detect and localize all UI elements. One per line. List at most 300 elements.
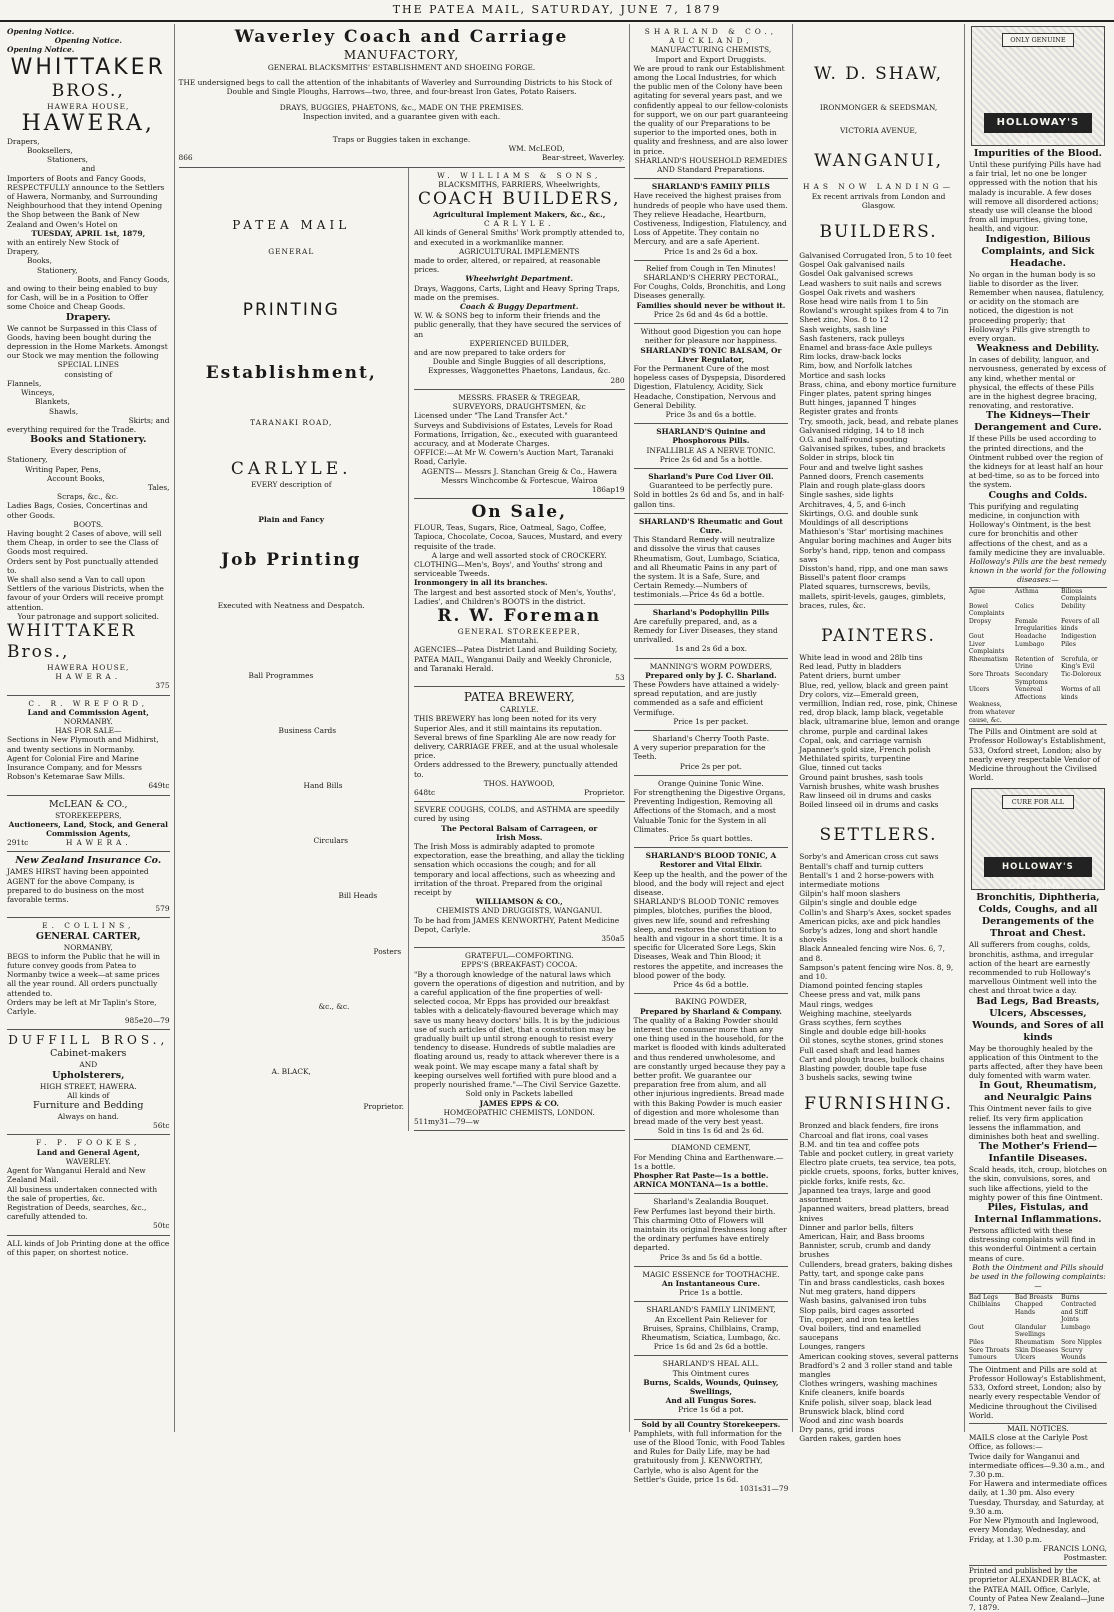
williams-agr-head: AGRICULTURAL IMPLEMENTS bbox=[459, 246, 580, 256]
builders-item: Disston's hand, ripp, and one man saws bbox=[799, 563, 948, 573]
builders-item: Galvanised spikes, tubes, and brackets bbox=[799, 444, 946, 454]
books-line-7: Ladies Bags, Cosies, Concertinas and other Goods. bbox=[7, 501, 148, 520]
sharland-text: We are proud to rank our Establishment among the Local Industries, for which the public men of the Colony have been agitating for several years past, and we confidently appeal to our fellow-colonists for support, we on our part guaranteeing the quality of our Preparations to be superior to the imported ones, both in quality and freshness, and are also lower in price. bbox=[633, 63, 789, 156]
painters-item: Boiled linseed oil in drums and casks bbox=[799, 800, 939, 810]
pills-disease-cell: Dropsy bbox=[968, 617, 992, 625]
cherry-head: SHARLAND'S CHERRY PECTORAL, bbox=[643, 273, 779, 283]
waverley-inspect: Inspection invited, and a guarantee given with each. bbox=[302, 111, 501, 121]
pm-black: A. BLACK, bbox=[271, 1067, 311, 1077]
heal-head: SHARLAND'S HEAL ALL. bbox=[662, 1359, 760, 1369]
worm-head: MANNING'S WORM POWDERS, bbox=[649, 661, 773, 671]
painters-item: Dry colors, viz—Emerald green, vermillion, Indian red, rose, pink, Chinese red, drop black, lamp black, vegetable black, ultramarine blue, lemon and orange chrome, purple and cardinal lakes bbox=[799, 689, 960, 736]
builders-list bbox=[797, 251, 960, 610]
builders-item: Rose head wire nails from 1 to 5in bbox=[799, 297, 929, 307]
rheum-head: SHARLAND'S Rheumatic and Gout Cure. bbox=[638, 516, 783, 535]
cod-text: Guaranteed to be perfectly pure. bbox=[649, 481, 773, 491]
pm-item-6: Posters bbox=[373, 946, 402, 956]
ointment-disease-cell: Bad Breasts bbox=[1014, 1293, 1053, 1301]
builders-item: Single sashes, side lights bbox=[799, 490, 894, 500]
furnishing-item: Brunswick black, blind cord bbox=[799, 1406, 905, 1416]
kid-text: If these Pills be used according to the printed directions, and the Ointment rubbed over the region of the kidneys for at least half an hour at bed-time, so as to be forced into the system. bbox=[968, 434, 1103, 490]
settlers-item: Bentall's chaff and turnip cutters bbox=[799, 861, 924, 871]
lin-sub: An Excellent Pain Reliever for bbox=[654, 1314, 768, 1324]
furnishing-item: Table and pocket cutlery, in great variety bbox=[799, 1149, 954, 1159]
whittaker-ad bbox=[7, 24, 170, 696]
williams-coach: COACH BUILDERS, bbox=[417, 189, 621, 210]
builders-item: Rim locks, draw-back locks bbox=[799, 352, 902, 362]
coughs-had: To be had from JAMES KENWORTHY, Patent Medicine Depot, Carlyle. bbox=[413, 915, 620, 934]
worm-text: These Powders have attained a widely-spread reputation, and are justly commended as a safe and efficient Vermifuge. bbox=[633, 680, 780, 717]
legs-text: May be thoroughly healed by the application of this Ointment to the parts affected, after they have been duly fomented with warm water. bbox=[968, 1043, 1103, 1081]
fookes-text: Agent for Wanganui Herald and New Zealand Mail. bbox=[7, 1166, 146, 1185]
settlers-item: Cheese press and vat, milk pans bbox=[799, 990, 921, 1000]
furnishing-item: Garden rakes, garden hoes bbox=[799, 1434, 901, 1444]
ribbon-1: ONLY GENUINE bbox=[1002, 33, 1074, 47]
mail-2: For Hawera and intermediate offices daily, at 1.30 pm. Also every Tuesday, Thursday, and Saturday, at 9.30 a.m. bbox=[968, 1479, 1107, 1516]
pm-job: Job Printing bbox=[221, 550, 362, 571]
diam-head: DIAMOND CEMENT, bbox=[671, 1143, 751, 1153]
sale-head: On Sale, bbox=[471, 502, 568, 523]
epps-firm: JAMES EPPS & CO. bbox=[479, 1098, 559, 1108]
settlers-item: Grass scythes, fern scythes bbox=[799, 1018, 902, 1028]
furnishing-item: American cooking stoves, several patterns bbox=[799, 1351, 959, 1361]
gout-text: This Ointment never fails to give relief. Its very firm application lessens the inflammation, and diminishes both heat and swelling. bbox=[968, 1104, 1100, 1142]
imp-text: Until these purifying Pills have had a fair trial, let no one be longer oppressed with the notion that his malady is incurable. A few doses will remove all disordered actions; steady use will cleanse the blood from all impurities, giving tone, health, and vigour. bbox=[968, 160, 1102, 234]
podo-text: Are carefully prepared, and, as a Remedy for Liver Diseases, they stand unrivalled. bbox=[633, 616, 778, 645]
settlers-item: Oil stones, scythe stones, grind stones bbox=[799, 1036, 944, 1046]
painters-item: Patent driers, burnt umber bbox=[799, 671, 901, 681]
bouquet-ad bbox=[634, 1194, 789, 1266]
waverley-title: Waverley Coach and Carriage bbox=[234, 27, 569, 47]
pills-disease-cell: Worms of all kinds bbox=[1060, 686, 1101, 701]
williams-sub: BLACKSMITHS, FARRIERS, Wheelwrights, bbox=[438, 179, 601, 189]
coughs-body: The Irish Moss is admirably adapted to promote expectoration, ease the breathing, and allay the tickling sensation which occasions the cough; and for all temporary and local affections, such as wheezing and irritation of the throat. Prepared from the original receipt by bbox=[413, 842, 625, 898]
wreford-ad bbox=[7, 696, 170, 796]
pills-intro: Holloway's Pills are the best remedy known in the world for the following diseases:— bbox=[969, 556, 1107, 585]
duffill-ad bbox=[7, 1030, 170, 1135]
waverley-footer bbox=[179, 153, 625, 162]
painters-item: Japanner's gold size, French polish bbox=[799, 744, 931, 754]
ointment-disease-cell: Lumbago bbox=[1060, 1323, 1091, 1331]
builders-item: Galvanised ridging, 14 to 18 inch bbox=[799, 425, 925, 435]
cherry-price: Price 2s 6d and 4s 6d a bottle. bbox=[653, 309, 768, 319]
tooth-ad bbox=[634, 731, 789, 776]
orders-text: Orders sent by Post punctually attended to. bbox=[7, 556, 159, 575]
williams-ad bbox=[414, 168, 625, 390]
piles-text: Persons afflicted with these distressing complaints will find in this wonderful Ointment a certain means of cure. bbox=[968, 1226, 1097, 1263]
tooth-price: Price 2s per pot. bbox=[679, 761, 742, 771]
williams-name: W. WILLIAMS & SONS, bbox=[437, 170, 602, 180]
pm-title: PATEA MAIL bbox=[232, 217, 351, 232]
cod-ad bbox=[634, 469, 789, 514]
builders-item: Try, smooth, jack, bead, and rebate planes bbox=[799, 416, 959, 426]
pills-disease-cell: Ulcers bbox=[968, 686, 990, 694]
furnishing-item: Japanned waiters, bread platters, bread knives bbox=[799, 1204, 949, 1223]
shaw-addr: VICTORIA AVENUE, bbox=[839, 126, 918, 136]
worm-ad bbox=[634, 659, 789, 731]
furnishing-item: Lounges, rangers bbox=[799, 1342, 865, 1352]
pm-item-4: Circulars bbox=[313, 836, 349, 846]
fookes-name: F. P. FOOKES, bbox=[36, 1138, 141, 1148]
pm-item-3: Hand Bills bbox=[303, 781, 343, 791]
settlers-item: Collin's and Sharp's Axes, socket spades bbox=[799, 907, 952, 917]
sale-iron: Ironmongery in all its branches. bbox=[413, 578, 548, 588]
settlers-head: SETTLERS. bbox=[819, 825, 938, 846]
imprint: Printed and published by the proprietor ALEXANDER BLACK, at the PATEA MAIL Office, Carlyle, County of Patea New Zealand—June 7, 1879. bbox=[969, 1565, 1107, 1612]
mail-text: MAILS close at the Carlyle Post Office, as follows:— bbox=[968, 1433, 1088, 1452]
quinine-ad bbox=[634, 424, 789, 469]
bp-price: Sold in tins 1s 6d and 2s 6d. bbox=[657, 1126, 764, 1136]
ointment-disease-cell: Ulcers bbox=[1014, 1354, 1036, 1362]
mail-3: For New Plymouth and Inglewood, every Monday, Wednesday, and Friday, at 1.30 p.m. bbox=[968, 1516, 1099, 1544]
builders-item: Plain and rough plate-glass doors bbox=[799, 481, 926, 491]
blood-text: Keep up the health, and the power of the blood, and the body will reject and eject disease. bbox=[633, 869, 788, 898]
bouq-head: Sharland's Zealandia Bouquet. bbox=[653, 1197, 769, 1207]
sharland-ad bbox=[634, 24, 789, 179]
coughs-moss: Irish Moss. bbox=[496, 832, 543, 842]
columns bbox=[0, 22, 1114, 1612]
books-line-6: Scraps, &c., &c. bbox=[57, 492, 119, 502]
painters-list bbox=[797, 653, 960, 809]
holloway-ointment-illustration bbox=[971, 788, 1105, 893]
fam-head: SHARLAND'S FAMILY PILLS bbox=[651, 182, 770, 192]
column-4 bbox=[630, 24, 794, 1494]
mclean-sub: Auctioneers, Land, Stock, and General Commission Agents, bbox=[8, 819, 168, 839]
special-lines: SPECIAL LINES bbox=[57, 360, 119, 370]
liniment-ad bbox=[634, 1302, 789, 1356]
trade-1: Drapers, bbox=[7, 136, 40, 146]
builders-item: Gospel Oak rivets and washers bbox=[799, 287, 916, 297]
settlers-item: Blasting powder, double tape fuse bbox=[799, 1064, 927, 1074]
waverley-stock: Double and Single Ploughs, Harrows—two, three, and four-breast Iron Gates, Potato Raisers. bbox=[226, 87, 577, 97]
furnishing-item: Nut meg graters, hand dippers bbox=[799, 1287, 916, 1297]
wreford-num: 649tc bbox=[148, 781, 170, 791]
bouq-price: Price 3s and 5s 6d a bottle. bbox=[659, 1252, 763, 1262]
settlers-list bbox=[797, 852, 960, 1082]
builders-item: Gospel Oak galvanised nails bbox=[799, 260, 905, 270]
podo-price: 1s and 2s 6d a box. bbox=[674, 644, 747, 654]
settlers-item: Diamond pointed fencing staples bbox=[799, 981, 923, 991]
furnishing-item: Knife polish, silver soap, black lead bbox=[799, 1397, 932, 1407]
kid-head: The Kidneys—Their Derangement and Cure. bbox=[974, 410, 1102, 434]
wreford-name: C. R. WREFORD, bbox=[28, 698, 149, 708]
painters-head: PAINTERS. bbox=[821, 625, 936, 646]
epps-sold: Sold only in Packets labelled bbox=[465, 1089, 573, 1099]
painters-item: White lead in wood and 28lb tins bbox=[799, 652, 923, 662]
builders-item: Sheet zinc, Nos. 8 to 12 bbox=[799, 315, 889, 325]
brewery-orders: Orders addressed to the Brewery, punctually attended to. bbox=[413, 760, 618, 779]
builders-item: Butt hinges, japanned T hinges bbox=[799, 398, 917, 408]
lin-price: Price 1s 6d and 2s 6d a bottle. bbox=[653, 1342, 768, 1352]
builders-item: Bissell's patent floor cramps bbox=[799, 573, 906, 583]
settlers-item: Single and double edge bill-hooks bbox=[799, 1027, 927, 1037]
pm-prop: Proprietor. bbox=[363, 1102, 404, 1112]
collins-ad bbox=[7, 918, 170, 1030]
builders-head: BUILDERS. bbox=[819, 222, 938, 243]
fam-text: Have received the highest praises from hundreds of people who have used them. They relieve Headache, Heartburn, Costiveness, Indigestion, Flatulency, and Loss of Appetite. They contain no Mercury, and are a safe Aperient. bbox=[633, 191, 788, 247]
family-pills-ad bbox=[634, 179, 789, 261]
epps-ad bbox=[414, 948, 625, 1131]
pills-disease-cell: Gout bbox=[968, 633, 984, 641]
stock-line-5: Boots, and Fancy Goods, bbox=[77, 274, 170, 284]
pills-disease-cell: Fevers of all kinds bbox=[1060, 617, 1100, 633]
painters-item: Methilated spirits, turpentine bbox=[799, 754, 911, 764]
holloway-pills-banner: HOLLOWAY'S PILLS bbox=[984, 113, 1092, 133]
moth-head: The Mother's Friend—Infantile Diseases. bbox=[978, 1141, 1098, 1165]
bp-head: BAKING POWDER, bbox=[675, 997, 747, 1007]
rheum-text: This Standard Remedy will neutralize and dissolve the virus that causes Rheumatism, Gout, Lumbago, Sciatica, and all Rheumatic Pains in any part of the system. It is a Safe, Sure, and Certain Remedy.—Numbers of testimonials.—Price 4s 6d a bottle. bbox=[633, 535, 780, 600]
duffill-sub: Upholsterers, bbox=[52, 1069, 125, 1081]
pills-disease-cell: Colics bbox=[1014, 602, 1034, 610]
builders-item: Four and and twelve light sashes bbox=[799, 462, 923, 472]
pills-disease-cell: Asthma bbox=[1014, 587, 1039, 595]
furnishing-item: Oval boilers, tind and enamelled saucepans bbox=[799, 1323, 922, 1343]
tonic-head: SHARLAND'S TONIC BALSAM, Or Liver Regulator, bbox=[640, 345, 782, 364]
coughs-ad bbox=[414, 802, 625, 948]
trade-5: Importers of Boots and Fancy Goods, bbox=[7, 173, 147, 183]
books-line-5: Tales, bbox=[147, 482, 170, 492]
mclean-footer bbox=[7, 838, 170, 847]
settlers-item: 3 bushels sacks, sewing twine bbox=[799, 1073, 913, 1083]
pills-disease-cell: Sore Throats bbox=[968, 671, 1010, 679]
ointment-disease-cell: Gout bbox=[968, 1323, 984, 1331]
ointment-disease-cell: Scurvy bbox=[1060, 1346, 1083, 1354]
builders-item: Galvanised Corrugated Iron, 5 to 10 feet bbox=[799, 251, 952, 261]
nzic-num: 579 bbox=[155, 904, 170, 914]
drapery-item-2: Winceys, bbox=[21, 388, 55, 398]
builders-item: Sorby's hand, ripp, tenon and compass saws bbox=[799, 545, 946, 564]
shaw-title: IRONMONGER & SEEDSMAN, bbox=[819, 103, 938, 112]
masthead: THE PATEA MAIL, SATURDAY, JUNE 7, 1879 bbox=[0, 0, 1114, 22]
wreford-sale: HAS FOR SALE— bbox=[55, 726, 122, 736]
pills-disease-cell: Piles bbox=[1060, 640, 1076, 648]
ointment-disease-cell: Rheumatism bbox=[1014, 1339, 1055, 1347]
arnica-text: ARNICA MONTANA—1s a bottle. bbox=[633, 1180, 769, 1190]
brewery-footer bbox=[414, 788, 625, 797]
stock-line-4: Stationery, bbox=[37, 265, 78, 275]
furnishing-item: Tin and brass candlesticks, cash boxes bbox=[799, 1277, 945, 1287]
duffill-title: Cabinet-makers bbox=[50, 1048, 127, 1060]
pills-disease-cell: Retention of Urine bbox=[1014, 655, 1054, 671]
pm-printing: PRINTING bbox=[242, 299, 340, 320]
pm-establishment: Establishment, bbox=[205, 362, 377, 383]
settlers-item: Full cased shaft and lead hames bbox=[799, 1045, 920, 1055]
stock-line-1: with an entirely New Stock of bbox=[7, 238, 119, 248]
furnishing-item: Wood and zinc wash boards bbox=[799, 1415, 904, 1425]
collins-text: BEGS to inform the Public that he will in future convey goods from Patea to Normanby twice a week—at same prices all the year round. All orders punctually attended to. bbox=[7, 951, 161, 998]
pm-item-5: Bill Heads bbox=[338, 891, 378, 901]
ointment-disease-cell: Bad Legs bbox=[968, 1293, 998, 1301]
magic-ad bbox=[634, 1267, 789, 1303]
pamph-num: 1031s31—79 bbox=[739, 1484, 789, 1494]
epps-num: 511my31—79—w bbox=[413, 1116, 480, 1126]
pills-disease-cell: Rheumatism bbox=[968, 655, 1009, 663]
coughs-text: SEVERE COUGHS, COLDS, and ASTHMA are speedily cured by using bbox=[413, 805, 620, 824]
pamphlets: Pamphlets, with full information for the use of the Blood Tonic, with Food Tables and Rules for Daily Life, may be had gratuitously from J. KENWORTHY, Carlyle, who is also Agent for the Settler's Guide, price 1s 6d. bbox=[633, 1428, 785, 1484]
oint-sold: The Ointment and Pills are sold at Professor Holloway's Establishment, 533, Oxford street, London; also by nearly every respectable Vendor of Medicine throughout the Civilised World. bbox=[968, 1364, 1106, 1420]
williams-town: CARLYLE. bbox=[483, 219, 555, 229]
whittaker-num: 375 bbox=[155, 681, 170, 691]
builders-item: Sash weights, sash line bbox=[799, 324, 887, 334]
pills-disease-cell: Bowel Complaints bbox=[968, 602, 1005, 618]
duffill-all: All kinds of bbox=[67, 1090, 110, 1100]
fookes-town: WAVERLEY. bbox=[65, 1156, 111, 1166]
furnishing-item: Japanned tea trays, large and good assortment bbox=[799, 1185, 931, 1205]
fraser-lic: Licensed under "The Land Transfer Act." bbox=[413, 411, 568, 421]
waverley-sig: WM. McLEOD, bbox=[508, 144, 565, 154]
quinine-price: Price 2s 6d and 5s a bottle. bbox=[659, 454, 763, 464]
gout-head: In Gout, Rheumatism, and Neuralgic Pains bbox=[979, 1080, 1097, 1104]
patea-mail-ad bbox=[179, 168, 625, 1131]
pills-sold: The Pills and Ointment are sold at Professor Holloway's Establishment, 533, Oxford street, London; also by nearly every respectable Vendor of Medicine throughout the Civilised World. bbox=[968, 727, 1106, 783]
bp-sub: Prepared by Sharland & Company. bbox=[640, 1006, 782, 1016]
boots-heading: BOOTS. bbox=[73, 519, 104, 529]
pills-disease-cell: Indigestion bbox=[1060, 633, 1097, 641]
weak-head: Weakness and Debility. bbox=[976, 343, 1100, 355]
waverley-text: THE undersigned begs to call the attention of the inhabitants of Waverley and Surrounding Districts to his Stock of bbox=[178, 78, 612, 88]
pills-disease-cell: Venereal Affections bbox=[1014, 686, 1047, 701]
coach-orders: and are now prepared to take orders for bbox=[413, 348, 566, 358]
brewery-head: PATEA BREWERY, bbox=[463, 690, 575, 705]
sale-boots: The largest and best assorted stock of Men's, Youths', Ladies', and Children's BOOTS in the district. bbox=[413, 587, 617, 606]
foreman-title: GENERAL STOREKEEPER, bbox=[457, 626, 581, 636]
whittaker-bros: BROS., bbox=[51, 80, 125, 101]
williams-agr: Agricultural Implement Makers, &c., &c., bbox=[433, 210, 606, 220]
fookes-text-3: Registration of Deeds, searches, &c., carefully attended to. bbox=[7, 1202, 147, 1222]
van-text: We shall also send a Van to call upon Settlers of the various Districts, when the favour of your Orders will receive prompt attention. bbox=[7, 574, 164, 612]
pm-item-2: Business Cards bbox=[278, 725, 337, 735]
mclean-town: HAWERA. bbox=[66, 838, 132, 848]
collins-name: E. COLLINS, bbox=[42, 921, 135, 931]
baking-ad bbox=[634, 994, 789, 1140]
shaw-town: WANGANUI, bbox=[814, 151, 944, 172]
diam-text: For Mending China and Earthenware.—1s a bottle. bbox=[633, 1152, 784, 1171]
furnishing-item: Slop pails, bird cages assorted bbox=[799, 1305, 915, 1315]
furnishing-item: Wash basins, galvanised iron tubs bbox=[799, 1296, 927, 1306]
pm-town: CARLYLE. bbox=[230, 459, 352, 480]
coach-head: Coach & Buggy Department. bbox=[460, 302, 579, 312]
pills-disease-cell: Weakness, from whatever cause, &c. bbox=[968, 701, 1015, 724]
waverley-sub: GENERAL BLACKSMITHS' ESTABLISHMENT AND SHOEING FORGE. bbox=[267, 63, 536, 72]
oint-intro: Both the Ointment and Pills should be used in the following complaints:— bbox=[970, 1262, 1106, 1291]
pills-disease-cell: Tic-Doloreux bbox=[1060, 671, 1102, 679]
ointment-disease-cell: Burns bbox=[1060, 1293, 1080, 1301]
bron-head: Bronchitis, Diphtheria, Colds, Coughs, and all Derangements of the Throat and Chest. bbox=[976, 892, 1100, 940]
holloway-ointment-banner: HOLLOWAY'S OINTMENT bbox=[984, 857, 1092, 877]
patea-mail-left bbox=[179, 168, 409, 1131]
podo-ad bbox=[634, 605, 789, 659]
williams-agr-text: made to order, altered, or repaired, at reasonable prices. bbox=[413, 256, 601, 275]
drapery-item-5: Skirts; and bbox=[128, 415, 170, 425]
heal-sub: This Ointment cures bbox=[672, 1368, 750, 1378]
magic-head: MAGIC ESSENCE for TOOTHACHE. bbox=[642, 1269, 780, 1279]
cod-head: Sharland's Pure Cod Liver Oil. bbox=[648, 471, 774, 481]
patronage-text: Your patronage and support solicited. bbox=[17, 611, 160, 621]
trade-3: Stationers, bbox=[47, 155, 89, 165]
bp-text: The quality of a Baking Powder should interest the consumer more than any one thing used in the household, for the market is flooded with kinds adulterated and thus rendered unwholesome, and are constantly urged because they pay a better profit. We guarantee our preparation free from alum, and all other injurious ingredients. Bread made with this Baking Powder is much easier of digestion and more wholesome than bread made of the very best yeast. bbox=[633, 1015, 787, 1126]
pm-general: GENERAL bbox=[268, 246, 315, 256]
wreford-title: Land and Commission Agent, bbox=[27, 707, 149, 717]
coach-builder: EXPERIENCED BUILDER, bbox=[469, 338, 569, 348]
ind-text: No organ in the human body is so liable to disorder as the liver. Remember when nausea, flatulency, or acidity on the stomach are noticed, the digestion is not proceeding properly; that Holloway's Pills give strength to every organ. bbox=[968, 269, 1105, 344]
settlers-item: Bentall's 1 and 2 horse-powers with intermediate motions bbox=[799, 870, 934, 889]
builders-item: Skirtings, O.G. and double sunk bbox=[799, 508, 919, 518]
builders-item: Mouldings of all descriptions bbox=[799, 517, 909, 527]
painters-item: Varnish brushes, white wash brushes bbox=[799, 781, 939, 791]
pm-road: TARANAKI ROAD, bbox=[250, 417, 333, 427]
pills-disease-cell: Debility bbox=[1060, 602, 1086, 610]
ointment-disease-cell: Contracted and Stiff Joints bbox=[1060, 1301, 1097, 1324]
coughs-num: 350a5 bbox=[601, 934, 625, 944]
tonic-text: For the Permanent Cure of the most hopeless cases of Dyspepsia, Disordered Digestion, Flatulency, Acidity, Sick Headache, Constipation, Nervous and General Debility. bbox=[633, 363, 786, 410]
waverley-manu: MANUFACTORY, bbox=[343, 48, 460, 62]
weak-text: In cases of debility, languor, and nervousness, generated by excess of any kind, whether mental or physical, the effects of these Pills are in the highest degree bracing, renovating, and restorative. bbox=[968, 355, 1107, 411]
pm-every: EVERY description of bbox=[251, 480, 332, 490]
ointment-disease-cell: Sore Nipples bbox=[1060, 1339, 1102, 1347]
drapery-item-6: everything required for the Trade. bbox=[7, 424, 137, 434]
builders-item: Gosdel Oak galvanised screws bbox=[799, 269, 913, 279]
quinine-wine-ad bbox=[634, 776, 789, 848]
coughs-firm-sub: CHEMISTS AND DRUGGISTS, WANGANUI. bbox=[436, 906, 603, 916]
books-line-1: Every description of bbox=[50, 446, 127, 456]
williams-text: All kinds of General Smiths' Work promptly attended to, and executed in a workmanlike manner. bbox=[413, 228, 625, 247]
sale-crock: A large and well assorted stock of CROCKERY. bbox=[431, 550, 607, 560]
fookes-title: Land and General Agent, bbox=[36, 1147, 140, 1157]
consisting-of: consisting of bbox=[64, 369, 113, 379]
tonic-ad bbox=[634, 324, 789, 424]
fraser-name: MESSRS. FRASER & TREGEAR, bbox=[458, 392, 581, 402]
whittaker-sig-town: HAWERA. bbox=[55, 672, 122, 682]
coach-num: 280 bbox=[610, 375, 625, 385]
mclean-ad bbox=[7, 796, 170, 853]
shaw-name: W. D. SHAW, bbox=[813, 64, 944, 84]
settlers-item: Maul rings, wedges bbox=[799, 999, 873, 1009]
epps-firm-sub: HOMŒOPATHIC CHEMISTS, LONDON. bbox=[443, 1107, 595, 1117]
builders-item: Angular boring machines and Auger bits bbox=[799, 536, 952, 546]
ointment-disease-cell: Chilblains bbox=[968, 1301, 1001, 1309]
pm-item-1: Ball Programmes bbox=[248, 670, 314, 680]
pills-disease-cell: Liver Complaints bbox=[968, 640, 1005, 656]
builders-item: Panned doors, French casements bbox=[799, 471, 924, 481]
brewery-ad bbox=[414, 687, 625, 802]
books-line-4: Account Books, bbox=[47, 473, 105, 483]
builders-item: Solder in strips, block tin bbox=[799, 453, 895, 463]
pills-disease-cell: Bilious Complaints bbox=[1060, 587, 1097, 603]
fam-price: Price 1s and 2s 6d a box. bbox=[663, 246, 758, 256]
fookes-num: 50tc bbox=[153, 1221, 170, 1231]
holloway-pills-illustration bbox=[971, 26, 1105, 146]
worm-price: Price 1s per packet. bbox=[673, 716, 749, 726]
painters-item: Copal, oak, and carriage varnish bbox=[799, 735, 922, 745]
pills-disease-cell: Lumbago bbox=[1014, 640, 1045, 648]
brewery-num: 648tc bbox=[413, 788, 436, 797]
notice-line-1: Opening Notice. bbox=[7, 27, 75, 36]
furnishing-item: Clothes wringers, washing machines bbox=[799, 1379, 938, 1389]
ointment-disease-cell: Skin Diseases bbox=[1014, 1346, 1059, 1354]
whittaker-sig: WHITTAKER Bros., bbox=[7, 620, 137, 662]
tonic-price: Price 3s and 6s a bottle. bbox=[665, 409, 757, 419]
painters-item: Ground paint brushes, sash tools bbox=[799, 772, 923, 782]
stock-line-3: Books, bbox=[27, 256, 52, 266]
whittaker-intro: RESPECTFULLY announce to the Settlers of Hawera, Normanby, and Surrounding Neighbourhood that they intend Opening the Shop between the Bank of New Zealand and Owen's Hotel on bbox=[7, 182, 165, 229]
furnishing-item: Patty, tart, and sponge cake pans bbox=[799, 1268, 924, 1278]
pills-disease-cell: Female Irregularities bbox=[1014, 617, 1057, 633]
tonic-pre: Without good Digestion you can hope neither for pleasure nor happiness. bbox=[640, 327, 782, 346]
wheel-head: Wheelwright Department. bbox=[465, 274, 574, 284]
fraser-agents: AGENTS— Messrs J. Stanchan Greig & Co., Hawera Messrs Winchcombe & Fortescue, Wairoa bbox=[421, 466, 617, 485]
ointment-disease-cell: Tumours bbox=[968, 1354, 997, 1362]
blood-head: SHARLAND'S BLOOD TONIC, A Restorer and Vital Elixir. bbox=[645, 851, 777, 870]
